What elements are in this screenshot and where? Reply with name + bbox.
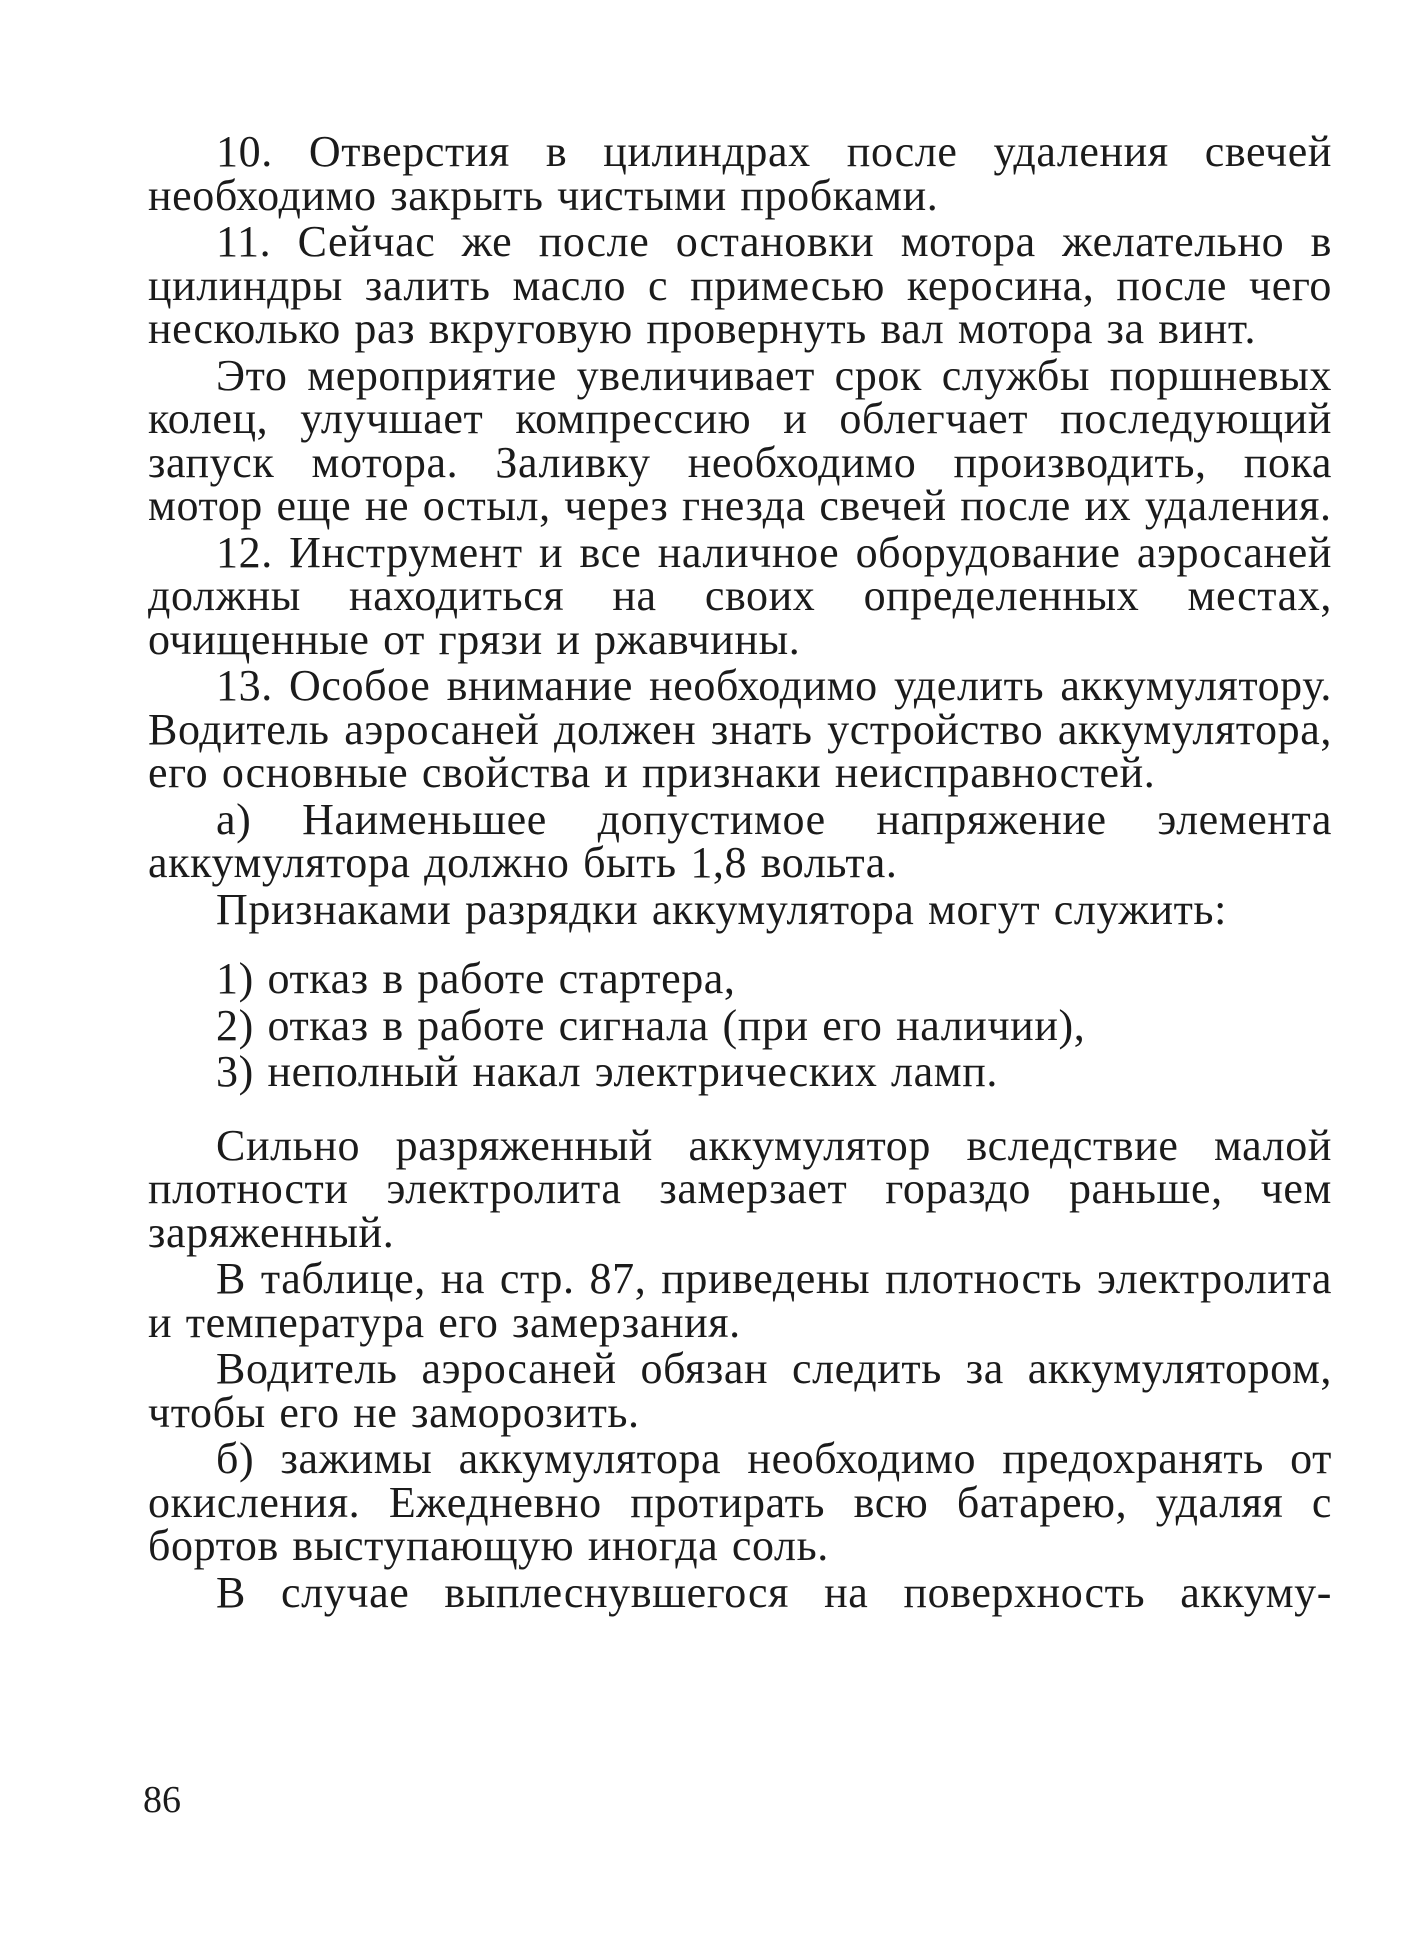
paragraph-item-13a: а) Наименьшее допустимое напряжение элемента аккумулятора должно быть 1,8 вольта. bbox=[148, 794, 1332, 887]
paragraph-discharged-freezing: Сильно разряженный аккумулятор вследствие малой плотности электролита замерзает гораздо раньше, чем заряженный. bbox=[148, 1120, 1332, 1257]
paragraph-item-13b: б) зажимы аккумулятора необходимо предохранять от окисления. Ежедневно протирать всю батарею, удаляя с бортов выступающую иногда соль. bbox=[148, 1434, 1332, 1570]
paragraph-driver-duty: Водитель аэросаней обязан следить за аккумулятором, чтобы его не заморозить. bbox=[148, 1344, 1332, 1437]
paragraph-item-12: 12. Инструмент и все наличное оборудование аэросаней должны находиться на своих определенных местах, очищенные от грязи и ржавчины. bbox=[148, 527, 1332, 664]
paragraph-continued: В случае выплеснувшегося на поверхность аккуму- bbox=[216, 1567, 1332, 1617]
paragraph-discharge-signs-intro: Признаками разрядки аккумулятора могут служить: bbox=[216, 884, 1227, 934]
discharge-signs-list bbox=[148, 954, 1332, 1096]
paragraph-item-11-note: Это мероприятие увеличивает срок службы поршневых колец, улучшает компрессию и облегчает последующий запуск мотора. Заливку необходимо производить, пока мотор еще не остыл, через гнезда свечей после их удаления. bbox=[148, 350, 1332, 530]
paragraph-item-11: 11. Сейчас же после остановки мотора желательно в цилиндры залить масло с примесью керосина, после чего несколько раз вкруговую провернуть вал мотора за винт. bbox=[148, 217, 1332, 353]
list-item: 1) отказ в работе стартера, bbox=[216, 954, 736, 1003]
page-body-text bbox=[148, 127, 1332, 1617]
list-item: 3) неполный накал электрических ламп. bbox=[216, 1047, 998, 1096]
page-number: 86 bbox=[143, 1779, 181, 1821]
paragraph-table-reference: В таблице, на стр. 87, приведены плотность электролита и температура его замерзания. bbox=[148, 1254, 1332, 1347]
list-item: 2) отказ в работе сигнала (при его наличии), bbox=[216, 1000, 1086, 1050]
paragraph-item-13: 13. Особое внимание необходимо уделить аккумулятору. Водитель аэросаней должен знать устройство аккумулятора, его основные свойства и признаки неисправностей. bbox=[148, 661, 1332, 797]
paragraph-item-10: 10. Отверстия в цилиндрах после удаления свечей необходимо закрыть чистыми пробками. bbox=[148, 127, 1332, 220]
